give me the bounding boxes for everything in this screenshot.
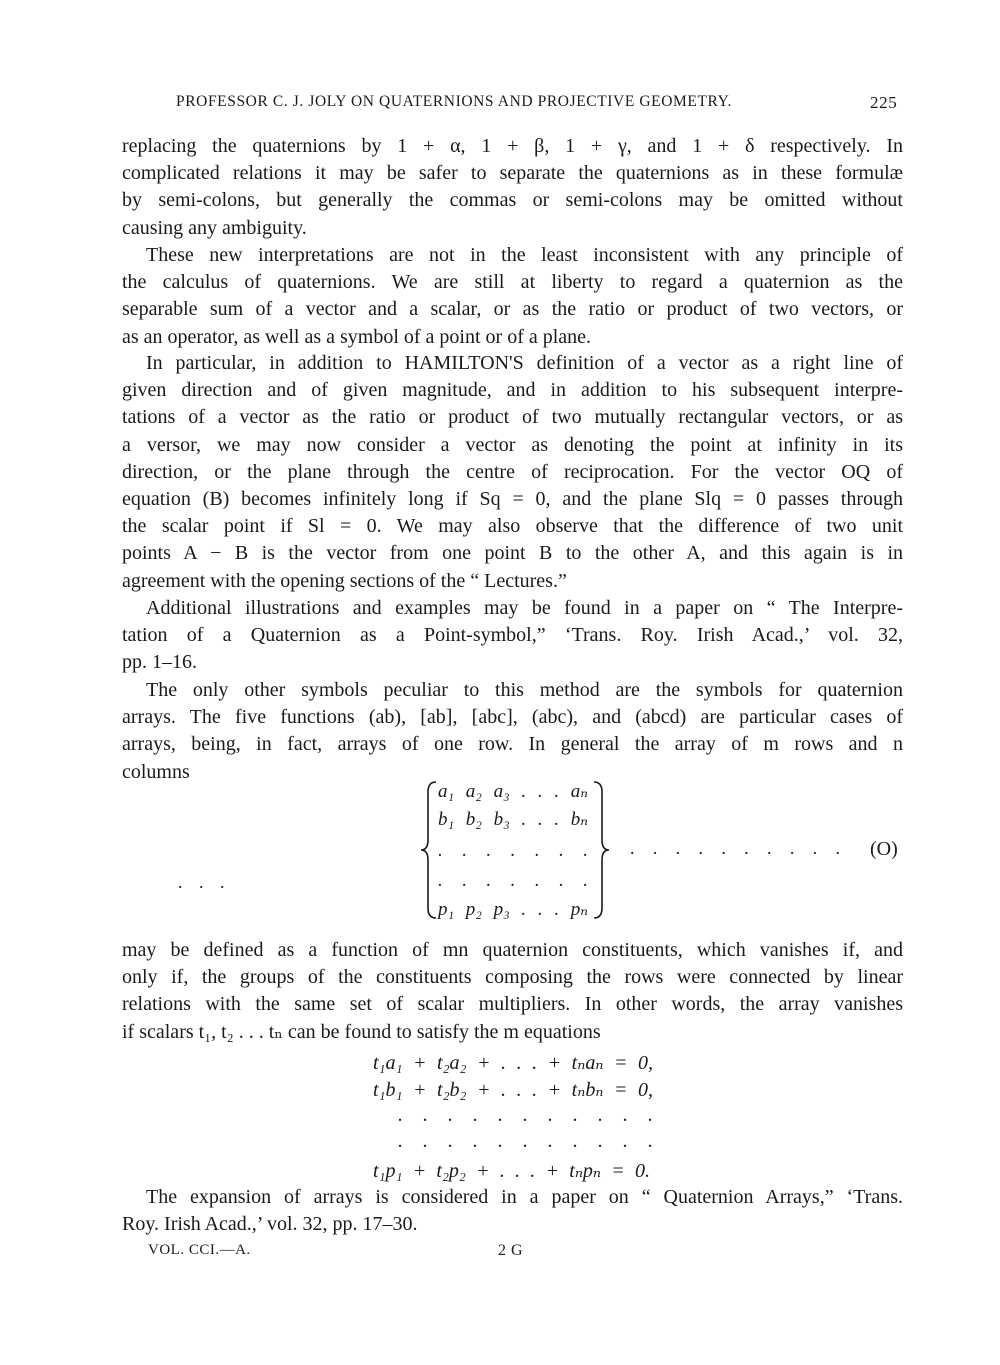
text-line: The expansion of arrays is considered in a paper on “ Quaternion Arrays,” ‘Trans. [146, 1186, 903, 1208]
text-line: may be defined as a function of mn quaternion constituents, which vanishes if, and [122, 939, 903, 961]
text-line: replacing the quaternions by 1 + α, 1 + β, 1 + γ, and 1 + δ respectively. In [122, 135, 903, 157]
text-line: complicated relations it may be safer to separate the quaternions as in these formulæ [122, 162, 903, 185]
equation-dots: . . . . . . . . . . . [398, 1130, 653, 1152]
text-line: if scalars t₁, t₂ . . . tₙ can be found to satisfy the m equations [122, 1020, 601, 1043]
text-line: the scalar point if Sl = 0. We may also observe that the difference of two unit [122, 515, 903, 538]
running-title: PROFESSOR C. J. JOLY ON QUATERNIONS AND PROJECTIVE GEOMETRY. [176, 93, 732, 110]
text-line: only if, the groups of the constituents composing the rows were connected by linear [122, 966, 903, 989]
text-line: In particular, in addition to HAMILTON'S definition of a vector as a right line of [146, 352, 903, 374]
equation-dots: . . . . . . . . . . . [398, 1104, 653, 1126]
text-line: points A − B is the vector from one point B to the other A, and this again is in [122, 542, 903, 565]
text-line: pp. 1–16. [122, 651, 197, 674]
equation: t₁b₁ + t₂b₂ + . . . + tₙbₙ = 0, [373, 1079, 653, 1101]
equation: t₁a₁ + t₂a₂ + . . . + tₙaₙ = 0, [373, 1052, 653, 1074]
text-line: given direction and of given magnitude, and in addition to his subsequent interpre- [122, 379, 903, 402]
text-line: tation of a Quaternion as a Point-symbol,” ‘Trans. Roy. Irish Acad.,’ vol. 32, [122, 624, 903, 647]
text-line: by semi-colons, but generally the commas or semi-colons may be omitted without [122, 189, 903, 212]
equation-label: (O) [870, 838, 898, 860]
equation: t₁p₁ + t₂p₂ + . . . + tₙpₙ = 0. [373, 1160, 650, 1182]
text-line: Roy. Irish Acad.,’ vol. 32, pp. 17–30. [122, 1213, 418, 1236]
text-line: tations of a vector as the ratio or product of two mutually rectangular vectors, or as [122, 406, 903, 429]
text-line: as an operator, as well as a symbol of a point or of a plane. [122, 325, 592, 348]
leader-dots-right: . . . . . . . . . . [630, 838, 840, 858]
text-line: Additional illustrations and examples may be found in a paper on “ The Interpre- [146, 597, 903, 619]
text-line: causing any ambiguity. [122, 216, 307, 239]
signature-mark: 2 G [498, 1242, 524, 1259]
text-line: direction, or the plane through the centre of reciprocation. For the vector OQ of [122, 460, 903, 483]
array-row: b₁ b₂ b₃ . . . bₙ [438, 809, 588, 830]
text-line: arrays. The five functions (ab), [ab], [abc], (abc), and (abcd) are particular cases of [122, 706, 903, 729]
text-line: These new interpretations are not in the least inconsistent with any principle of [146, 244, 903, 266]
array-row: . . . . . . . [438, 840, 588, 861]
text-line: the calculus of quaternions. We are still at liberty to regard a quaternion as the [122, 271, 903, 294]
text-line: equation (B) becomes infinitely long if Sq = 0, and the plane Slq = 0 passes through [122, 488, 903, 510]
text-line: separable sum of a vector and a scalar, or as the ratio or product of two vectors, or [122, 298, 903, 321]
text-line: a versor, we may now consider a vector as denoting the point at infinity in its [122, 433, 903, 456]
array-row: . . . . . . . [438, 870, 588, 891]
text-line: The only other symbols peculiar to this method are the symbols for quaternion [146, 679, 903, 701]
array-row: a₁ a₂ a₃ . . . aₙ [438, 781, 588, 802]
text-line: agreement with the opening sections of the “ Lectures.” [122, 569, 567, 592]
left-brace [418, 780, 440, 920]
text-line: relations with the same set of scalar multipliers. In other words, the array vanishes [122, 993, 903, 1016]
text-line: columns [122, 760, 190, 783]
volume-footer: VOL. CCI.—A. [148, 1242, 251, 1258]
leader-dots-left: . . . [178, 872, 231, 892]
page-number: 225 [870, 93, 898, 112]
right-brace [590, 780, 612, 920]
array-row: p₁ p₂ p₃ . . . pₙ [438, 899, 588, 920]
text-line: arrays, being, in fact, arrays of one row. In general the array of m rows and n [122, 733, 903, 756]
